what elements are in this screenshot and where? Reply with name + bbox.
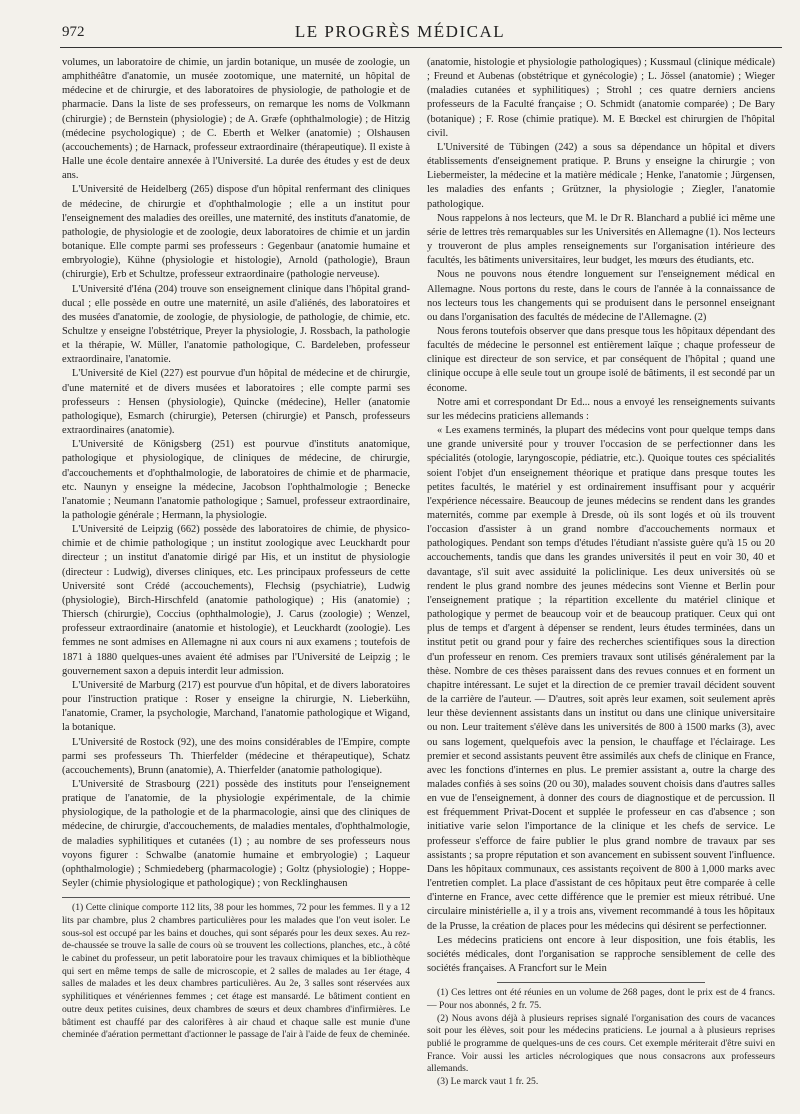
paragraph: (anatomie, histologie et physiologie pathologiques) ; Kussmaul (clinique médicale) ; Freund et Aubenas (obstétrique et gynécologie) ; L. Jössel (anatomie) ; Wieger (maladies cutanées et syphilitiques) ; Strohl ; ces quatre derniers anciens professeurs de la Faculté française ; O. Schmidt (anatomie comparée) ; De Bary (botanique) ; F. Rose (chimie pratique). M. E Bœckel est chirurgien de l'hôpital civil.	[427, 57, 775, 139]
journal-title: LE PROGRÈS MÉDICAL	[294, 22, 506, 41]
header-rule	[60, 47, 782, 48]
paragraph: Notre ami et correspondant Dr Ed... nous a envoyé les renseignements suivants sur les médecins praticiens allemands :	[427, 396, 775, 422]
page-header	[0, 22, 800, 48]
footnote: (2) Nous avons déjà à plusieurs reprises signalé l'organisation des cours de vacances soit pour les élèves, soit pour les médecins praticiens. Le journal a à plusieurs reprises publié le programme de quelques-uns de ces cours. Cet exemple mériterait d'être suivi en France. Voir aussi les articles nécrologiques que nous consacrons aux professeurs allemands.	[427, 1012, 775, 1075]
paragraph: L'Université de Kiel (227) est pourvue d'un hôpital de médecine et de chirurgie, d'une maternité et de divers musées et laboratoires ; elle compte parmi ses professeurs : Hensen (physiologie), Quincke (médecine), Heller (anatomie pathologique), Esmarch (chirurgie), Petersen (chirurgie) et Pansch, professeurs extraordinaires (anatomie).	[62, 368, 410, 437]
footnotes	[62, 902, 410, 1042]
footnote: (3) Le marck vaut 1 fr. 25.	[437, 1076, 539, 1088]
footnote: (1) Cette clinique comporte 112 lits, 38 pour les hommes, 72 pour les femmes. Il y a 12 lits par chambre, plus 2 chambres particulières pour les malades que l'on veut isoler. Le sous-sol est occupé par les bains et douches, qui sont séparés pour les deux sexes. Au rez-de-chaussée se trouve la salle de cours où se trouvent les collections, planches, etc., à côté le cabinet du professeur, un petit laboratoire pour les travaux chimiques et la bibliothèque qui sert en même temps de salle de microscopie, et 2 salles de malades au 1er étage, 4 salles de malades et les deux chambres particulières. Au 2e, 3 salles sont réservées aux syphilitiques et vénériennes femmes ; cet étage est mansardé. Le bâtiment contient en outre deux petites cuisines, deux chambres de sœurs et deux chambres d'infirmières. Le bâtiment est chauffé par des calorifères à air chaud et chaque salle est munie d'une cheminée d'aération permettant d'actionner le passage de l'air à l'aide de feux de cheminée.	[62, 902, 410, 1041]
left-column	[62, 56, 410, 1042]
paragraph: L'Université de Strasbourg (221) possède des instituts pour l'enseignement pratique de l'anatomie, de la physiologie expérimentale, de la chimie physiologique, de la pathologie et de la pharmacologie, ainsi que des cliniques de médecine, de chirurgie, d'accouchements, de maladies mentales, d'ophthalmologie, de maladies syphilitiques et cutanées (1) ; au nombre de ses professeurs nous voyons figurer : Schwalbe (anatomie humaine et embryologie) ; Laqueur (ophthalmologie) ; Schmiedeberg (pharmacologie) ; Goltz (physiologie) ; Hoppe-Seyler (chimie physiologique et pathologique) ; von Recklinghausen	[62, 778, 410, 890]
paragraph: L'Université de Tübingen (242) a sous sa dépendance un hôpital et divers établissements d'enseignement pratique. P. Bruns y enseigne la chirurgie ; von Liebermeister, la médecine et la matière médicale ; Henke, l'anatomie ; Jürgensen, les maladies des enfants ; Grützner, la physiologie ; Ziegler, l'anatomie pathologique.	[427, 141, 775, 210]
paragraph: volumes, un laboratoire de chimie, un jardin botanique, un musée de zoologie, un amphithéâtre d'anatomie, un musée zootomique, une maternité, un hôpital de médecine et de chirurgie, et des laboratoires de physiologie, de pathologie et de pharmacie. Dans la liste de ses professeurs, on remarque les noms de Volkmann (chirurgie) ; de Bernstein (physiologie) ; de A. Græfe (ophthalmologie) ; de Hitzig (médecine psychologique) ; de C. Eberth et Welker (anatomie) ; Olshausen (accouchements) ; de Harnack, professeur extraordinaire (thérapeutique). Il existe à Halle une école dentaire annexée à l'Université. La durée des études y est de deux ans.	[62, 57, 410, 182]
page-number: 972	[62, 24, 85, 40]
paragraph: L'Université de Marburg (217) est pourvue d'un hôpital, et de divers laboratoires pour l'instruction pratique : Roser y enseigne la chirurgie, N. Lieberkühn, l'anatomie, Cramer, la psychologie, Marchand, l'anatomie pathologique et Wigand, la botanique.	[62, 679, 410, 734]
paragraph: L'Université de Königsberg (251) est pourvue d'instituts anatomique, pathologique et physiologique, de cliniques de médecine, de chirurgie, d'accouchements et d'ophthalmologie, de laboratoires de chimie et de pharmacie, etc. Naunyn y enseigne la médecine, Jacobson l'ophthalmologie ; Benecke l'anatomie ; Neumann l'anatomie pathologique ; Samuel, professeur extraordinaire, la pathologie générale ; Hermann, la physiologie.	[62, 439, 410, 521]
paragraph: Nous ne pouvons nous étendre longuement sur l'enseignement médical en Allemagne. Nous portons du reste, dans le cours de l'année à la connaissance de nos lecteurs tous les changements qui se produisent dans le personnel enseignant ou dans l'organisation des facultés de médecine de l'Allemagne. (2)	[427, 269, 775, 323]
footnote-rule	[497, 982, 706, 983]
footnote: (1) Ces lettres ont été réunies en un volume de 268 pages, dont le prix est de 4 francs. — Pour nos abonnés, 2 fr. 75.	[427, 987, 775, 1011]
paragraph: Les médecins praticiens ont encore à leur disposition, une fois établis, les sociétés médicales, dont l'organisation se rapproche sensiblement de celle des sociétés françaises. A Francfort sur le Mein	[427, 934, 775, 974]
paragraph: Nous rappelons à nos lecteurs, que M. le Dr R. Blanchard a publié ici même une série de lettres très remarquables sur les Universités en Allemagne (1). Nos lecteurs y trouveront de plus amples renseignements sur l'organisation intérieure des facultés, les bâtiments universitaires, leur budget, les mœurs des étudiants, etc.	[427, 212, 775, 267]
paragraph: « Les examens terminés, la plupart des médecins vont pour quelque temps dans une grande université pour y trouver l'occasion de se perfectionner dans les spécialités (otologie, laryngoscopie, pédiatrie, etc.). Quoique toutes ces spécialités soient l'objet d'un enseignement théorique et pratique dans presque toutes les petites facultés, le matériel y est ordinairement insuffisant pour y acquérir l'expérience nécessaire. Beaucoup de jeunes médecins se rendent dans les grandes maternités, comme par exemple à Dresde, où ils sont logés et où ils trouvent l'occasion d'assister à un grand nombre d'accouchements normaux et pathologiques. Pendant son temps d'études l'étudiant n'assiste guère qu'à 15 ou 20 accouchements, tandis que dans les grandes universités il peut en voir 30, 40 et davantage, s'il suit avec assiduité la policlinique. Les deux universités où se rendent le plus grand nombre des jeunes médecins sont Vienne et Berlin pour l'enseignement pratique ; la répartition excellente du matériel clinique et pathologique y permet de beaucoup voir et de beaucoup pratiquer. Ceux qui ont plus de temps et d'argent à dépenser se rendent, leurs études terminées, dans un institut petit ou grand pour y faire des recherches scientifiques sous la direction d'un professeur en renom. Ces premiers travaux sont utilisés généralement par la thèse. Nombre de ces thèses paraissent dans des revues connues et en forment un chapitre intéressant. Le sujet et la direction de ce premier travail décident souvent de la carrière de l'auteur. — D'autres, soit après leur examen, soit seulement après leur thèse deviennent assistants dans un institut ou dans une clinique universitaire ou non. Leur traitement s'élève dans les universités de 800 à 1500 marks (3), avec ou sans logement, quelquefois avec la pension, le chauffage et l'éclairage. Les premier et second assistants peuvent être assimilés aux chefs de clinique en France, avec les fonctions d'internes en plus. Le premier assistant a, outre la charge des malades confiés à ses soins (20 ou 30), malades souvent choisis dans d'autres salles en vue de l'enseignement, à donner des cours de diagnostique et de percussion. Il est fréquemment Privat-Docent et supplée le professeur en cas d'absence ; son initiative varie selon l'importance de la clinique et les chefs de service. Le professeur s'efforce de faire publier le plus grand nombre de travaux par ses assistants ; sa propre réputation et son avancement en subissent souvent l'influence. Dans les hôpitaux communaux, ces assistants reçoivent de 800 à 1,000 marks avec l'entretien complet. La place d'assistant de ces hôpitaux peut être comparée à celle d'interne en France, avec cette différence que le premier est mieux rétribué. Une circulaire ministérielle a, il y a trois ans, vivement recommandé à tous les hôpitaux de la Prusse, la création de places pour les médecins qui désirent se perfectionner.	[427, 425, 775, 932]
paragraph: L'Université de Heidelberg (265) dispose d'un hôpital renfermant des cliniques de médecine, de chirurgie et d'ophthalmologie ; elle a un institut pour l'enseignement des maladies des oreilles, une maternité, des instituts d'anatomie, de pathologie, de physiologie et de zoologie, deux laboratoires de chimie et un jardin botanique. Elle compte parmi ses professeurs : Gegenbaur (anatomie humaine et embryologie), Kühne (physiologie et histologie), Arnold (pathologie), Braun (chirurgie), Erb et Schultze, professeur extraordinaire (pathologie nerveuse).	[62, 184, 410, 281]
right-column	[427, 56, 775, 1089]
paragraph: L'Université de Rostock (92), une des moins considérables de l'Empire, compte parmi ses professeurs Th. Thierfelder (médecine et thérapeutique), Schatz (accouchements), Brunn (anatomie), A. Thierfelder (anatomie pathologique).	[62, 736, 410, 776]
paragraph: L'Université de Leipzig (662) possède des laboratoires de chimie, de physico-chimie et de chimie pathologique ; un institut zoologique avec Leuckhardt pour directeur ; un institut d'anatomie dirigé par His, et un institut de physiologie (directeur : Ludwig), diverses cliniques, etc. Les principaux professeurs de cette Université sont Crédé (accouchements), Flechsig (psychiatrie), Ludwig (physiologie), Birch-Hirschfeld (anatomie pathologique) ; His (anatomie) ; Thiersch (chirurgie), Coccius (ophthalmologie), J. Carus (zoologie) ; Wenzel, professeur extraordinaire (anatomie et histologie), et Leuckhardt (zoologie). Les femmes ne sont admises en Allemagne ni aux cours ni aux examens ; toutefois de 1871 à 1880 quelques-unes avaient été admises par l'Université de Leipzig ; le gouvernement saxon a depuis interdit leur admission.	[62, 524, 410, 677]
paragraph: L'Université d'Iéna (204) trouve son enseignement clinique dans l'hôpital grand-ducal ; elle possède en outre une maternité, un asile d'aliénés, des laboratoires et des musées d'anatomie, de zoologie, de physiologie, de pathologie, de chimie, etc. Schultze y enseigne l'obstétrique, Preyer la physiologie, J. Rossbach, la pathologie et la thérapie, W. Müller, l'anatomie pathologique, C. Bardeleben, professeur extraordinaire, l'anatomie.	[62, 283, 410, 366]
footnote-rule	[62, 897, 410, 898]
footnotes	[427, 987, 775, 1089]
paragraph: Nous ferons toutefois observer que dans presque tous les hôpitaux dépendant des facultés de médecine le personnel est entièrement laïque ; chaque professeur de clinique est directeur de son service, et par conséquent de l'hôpital ; quand une clinique occupe à elle seule tout un groupe isolé de bâtiments, il est secondé par un économe.	[427, 325, 775, 394]
